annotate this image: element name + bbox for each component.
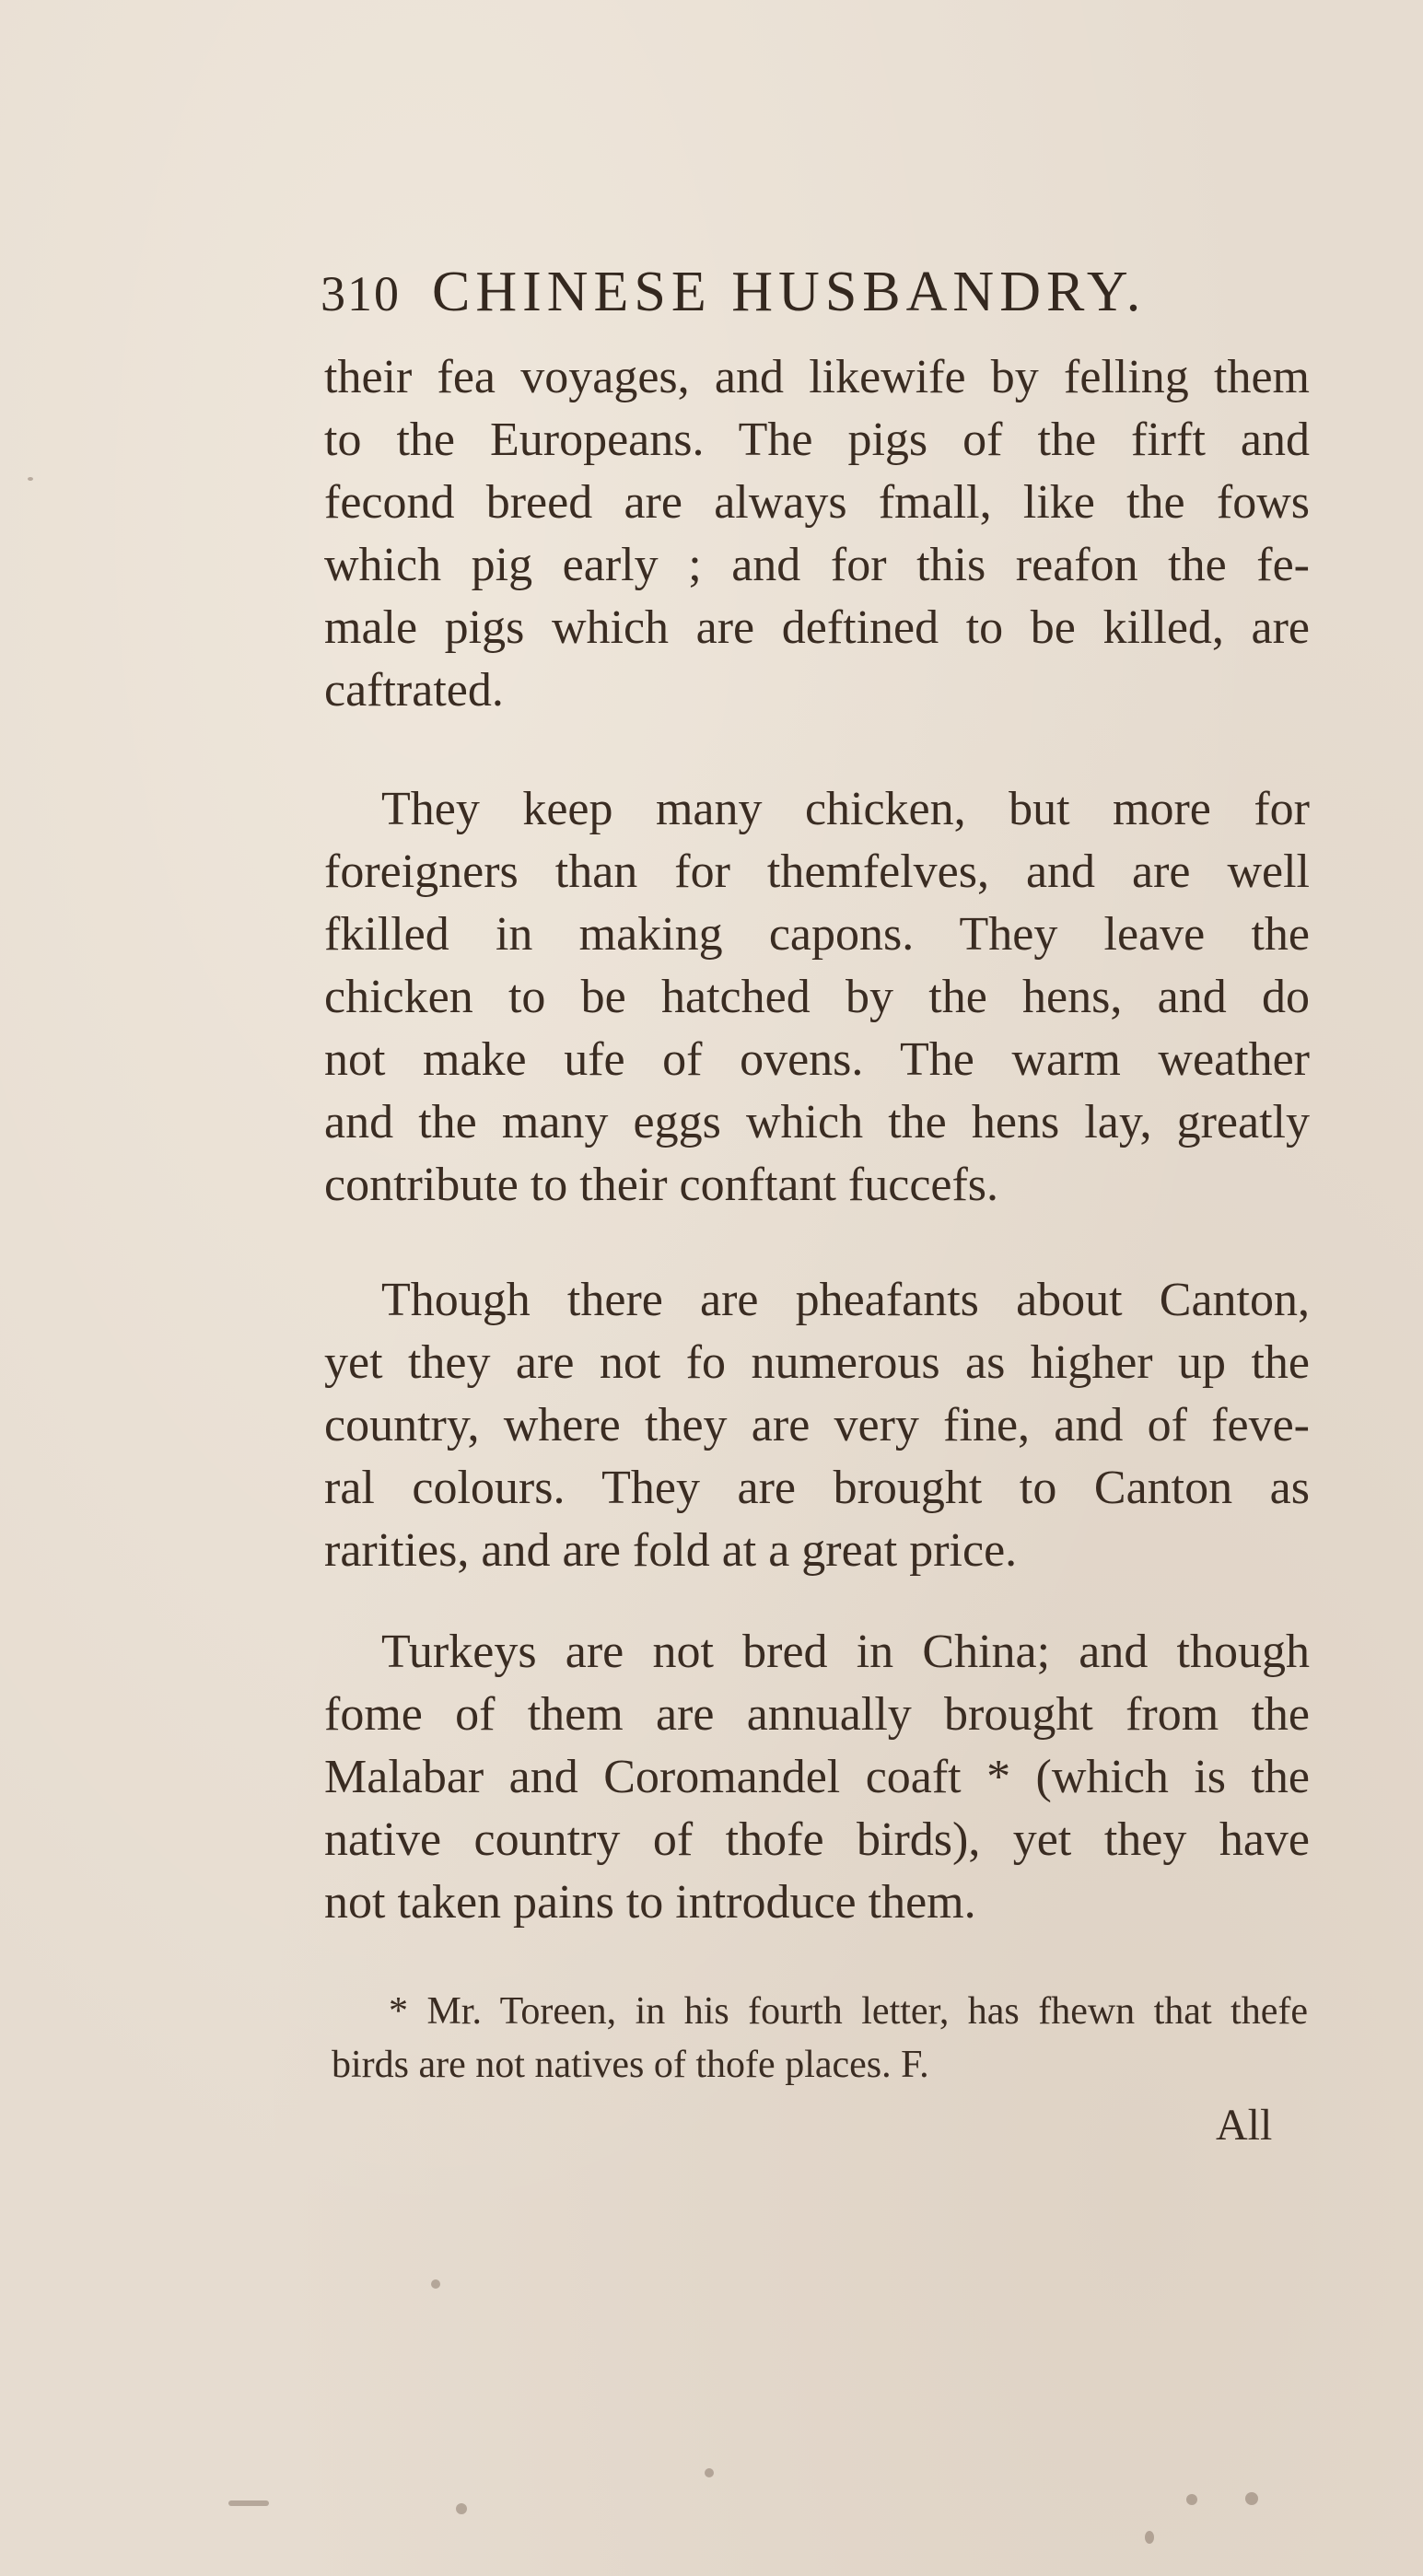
paper-speck (228, 2500, 269, 2506)
text-line: They keep many chicken, but more for (381, 783, 1310, 835)
text-line: country, where they are very fine, and of feve- (324, 1399, 1310, 1451)
paragraph-turkeys (324, 1621, 1310, 1934)
text-line: ral colours. They are brought to Canton as (324, 1462, 1310, 1514)
text-line: Turkeys are not bred in China; and though (381, 1626, 1310, 1678)
text-line: their fea voyages, and likewife by felling them (324, 351, 1310, 403)
paper-speck (456, 2503, 467, 2514)
footnote (332, 1985, 1308, 2092)
running-head (321, 260, 1306, 333)
text-line: to the Europeans. The pigs of the firft and (324, 414, 1310, 466)
text-line: chicken to be hatched by the hens, and do (324, 971, 1310, 1023)
text-line: not taken pains to introduce them. (324, 1876, 976, 1929)
running-title: CHINESE HUSBANDRY. (432, 261, 1147, 323)
footnote-line: birds are not natives of thofe places. F. (332, 2044, 929, 2086)
catchword: All (1216, 2101, 1273, 2150)
text-line: male pigs which are deftined to be killed, are (324, 601, 1310, 654)
text-line: Malabar and Coromandel coaft * (which is the (324, 1751, 1310, 1803)
text-line: fecond breed are always fmall, like the fows (324, 476, 1310, 529)
paper-speck (431, 2279, 440, 2289)
text-line: yet they are not fo numerous as higher up the (324, 1336, 1310, 1389)
paragraph-pigs (324, 346, 1310, 722)
footnote-line: * Mr. Toreen, in his fourth letter, has fhewn that thefe (389, 1990, 1308, 2033)
paper-speck (705, 2468, 714, 2477)
paper-speck (1145, 2531, 1154, 2544)
text-line: which pig early ; and for this reafon the fe- (324, 539, 1310, 591)
paper-speck (1186, 2494, 1197, 2505)
text-line: fome of them are annually brought from the (324, 1688, 1310, 1741)
paragraph-chicken (324, 778, 1310, 1217)
paragraph-pheasants (324, 1269, 1310, 1582)
paper-speck (1245, 2492, 1258, 2505)
text-line: caftrated. (324, 664, 504, 717)
paper-speck (28, 477, 33, 481)
text-line: and the many eggs which the hens lay, greatly (324, 1096, 1310, 1148)
text-line: not make ufe of ovens. The warm weather (324, 1033, 1310, 1086)
text-line: fkilled in making capons. They leave the (324, 908, 1310, 961)
page-number: 310 (321, 266, 401, 321)
text-line: native country of thofe birds), yet they have (324, 1813, 1310, 1866)
text-line: rarities, and are fold at a great price. (324, 1524, 1018, 1577)
text-line: Though there are pheafants about Canton, (381, 1274, 1310, 1326)
text-line: foreigners than for themfelves, and are well (324, 845, 1310, 898)
text-line: contribute to their conftant fuccefs. (324, 1159, 999, 1211)
